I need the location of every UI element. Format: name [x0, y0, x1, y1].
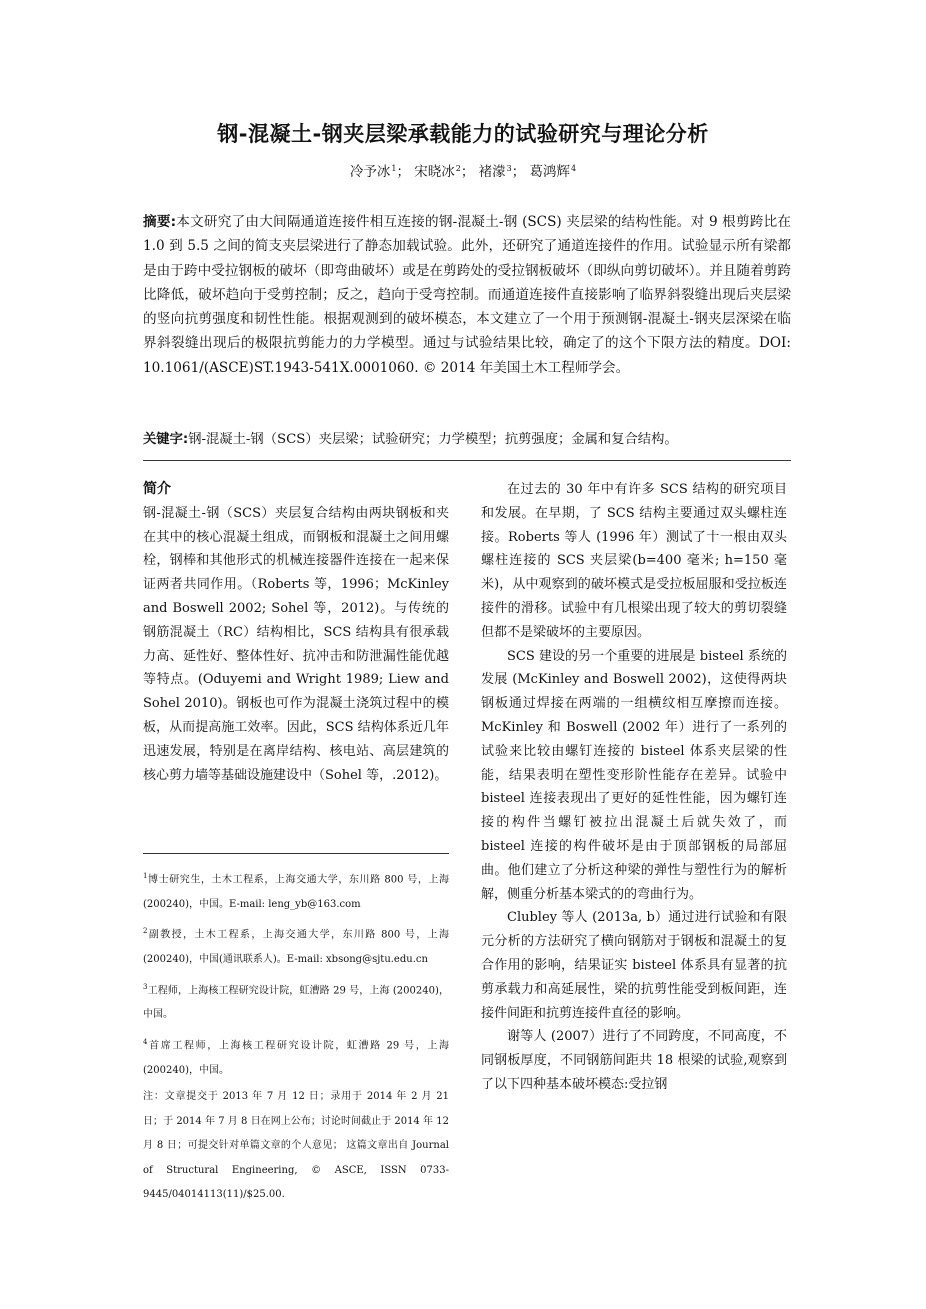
footnote-mark: 1 [143, 872, 148, 880]
footnote-text: 博士研究生，土木工程系，上海交通大学，东川路 800 号，上海 (200240)，中国。E-mail: leng_yb@163.com [143, 874, 449, 910]
footnote [143, 864, 449, 917]
footnote-text: 工程师，上海核工程研究设计院，虹漕路 29 号，上海 (200240)，中国。 [143, 984, 449, 1021]
author-name: 宋晓冰 [414, 164, 455, 180]
author-list [0, 160, 926, 180]
body-paragraph: 在过去的 30 年中有许多 SCS 结构的研究项目和发展。在早期，了 SCS 结构主要通过双头螺柱连接。Roberts 等人 (1996 年）测试了十一根由双头螺柱连接的 SCS 夹层梁(b=400 毫米; h=150 毫米)，从中观察到的破坏模式是受拉板屈服和受拉板连接件的滑移。试验中有几根梁出现了较大的剪切裂缝但都不是梁破坏的主要原因。 [481, 482, 787, 640]
left-column [143, 478, 449, 787]
submission-note: 注：文章提交于 2013 年 7 月 12 日；录用于 2014 年 2 月 21 日；于 2014 年 7 月 8 日在网上公布；讨论时间截止于 2014 年 12 月 8 日；可提交针对单篇文章的个人意见； 这篇文章出自 Journal of Structural Engineering, © ASCE, ISSN 0733-9445/04014113(11)/$25.00. [143, 1091, 449, 1201]
section-divider [143, 460, 791, 461]
abstract-label: 摘要: [143, 214, 177, 230]
footnote [143, 1030, 449, 1083]
author-name: 葛鸿辉 [529, 164, 571, 180]
abstract-text: 本文研究了由大间隔通道连接件相互连接的钢-混凝土-钢 (SCS) 夹层梁的结构性能。对 9 根剪跨比在 1.0 到 5.5 之间的简支夹层梁进行了静态加载试验。此外，还研究了通道连接件的作用。试验显示所有梁都是由于跨中受拉钢板的破坏（即弯曲破坏）或是在剪跨处的受拉钢板破坏（即纵向剪切破坏）。并且随着剪跨比降低，破坏趋向于受剪控制；反之，趋向于受弯控制。而通道连接件直接影响了临界斜裂缝出现后夹层梁的竖向抗剪强度和韧性性能。根据观测到的破坏模态，本文建立了一个用于预测钢-混凝土-钢夹层深梁在临界斜裂缝出现后的极限抗剪能力的力学模型。通过与试验结果比较，确定了的这个下限方法的精度。DOI: 10.1061/(ASCE)ST.1943-541X.0001060. © 2014 年美国土木工程师学会。 [143, 214, 792, 376]
right-column [481, 478, 787, 1097]
author-affil-mark: 4 [571, 163, 577, 173]
footnotes [143, 864, 449, 1210]
author-separator: ； [511, 164, 526, 180]
keywords [143, 428, 791, 452]
keywords-label: 关键字: [143, 432, 189, 447]
footnote-mark: 2 [143, 927, 148, 936]
footnote-divider [143, 853, 449, 854]
author-affil-mark: 3 [506, 163, 512, 173]
body-paragraph: SCS 建设的另一个重要的进展是 bisteel 系统的发展 (McKinley and Boswell 2002)，这使得两块钢板通过焊接在两端的一组横纹相互摩擦而连接。McKinley 和 Boswell (2002 年）进行了一系列的试验来比较由螺钉连接的 bisteel 体系夹层梁的性能，结果表明在塑性变形阶性能存在差异。试验中 bisteel 连接表现出了更好的延性性能，因为螺钉连接的构件当螺钉被拉出混凝土后就失效了，而 bisteel 连接的构件破坏是由于顶部钢板的局部屈曲。他们建立了分析这种梁的弹性与塑性行为的解析解，侧重分析基本梁式的的弯曲行为。 [481, 648, 787, 902]
intro-heading: 简介 [143, 481, 171, 497]
footnote [143, 975, 449, 1028]
author-separator: ； [460, 164, 475, 180]
author-affil-mark: 2 [455, 163, 461, 173]
footnote-text: 首席工程师，上海核工程研究设计院，虹漕路 29 号，上海 (200240)，中国。 [143, 1040, 449, 1076]
footnote-mark: 4 [143, 1037, 148, 1046]
footnote-text: 副教授，土木工程系，上海交通大学，东川路 800 号，上海 (200240)，中国(通讯联系人)。E-mail: xbsong@sjtu.edu.cn [143, 929, 449, 966]
footnote-mark: 3 [143, 982, 148, 991]
author-affil-mark: 1 [391, 163, 397, 173]
abstract [143, 210, 791, 380]
body-paragraph: 钢-混凝土-钢（SCS）夹层复合结构由两块钢板和夹在其中的核心混凝土组成，而钢板和混凝土之间用螺栓，钢棒和其他形式的机械连接器件连接在一起来保证两者共同作用。（Roberts 等，1996；McKinley and Boswell 2002; Sohel 等，2012)。与传统的钢筋混凝土（RC）结构相比，SCS 结构具有很承载力高、延性好、整体性好、抗冲击和防泄漏性能优越等特点。(Oduyemi and Wright 1989; Liew and Sohel 2010)。钢板也可作为混凝土浇筑过程中的模板，从而提高施工效率。因此，SCS 结构体系近几年迅速发展，特别是在离岸结构、核电站、高层建筑的核心剪力墙等基础设施建设中（Sohel 等，.2012)。 [143, 505, 449, 783]
footnote [143, 919, 449, 972]
keywords-text: 钢-混凝土-钢（SCS）夹层梁；试验研究；力学模型；抗剪强度；金属和复合结构。 [188, 432, 678, 447]
author-name: 褚濛 [478, 164, 506, 180]
paper-title: 钢-混凝土-钢夹层梁承载能力的试验研究与理论分析 [217, 122, 709, 146]
author-separator: ； [396, 164, 410, 180]
body-paragraph: 谢等人 (2007）进行了不同跨度，不同高度，不同钢板厚度，不同钢筋间距共 18 根梁的试验,观察到了以下四种基本破坏模态:受拉钢 [481, 1029, 787, 1092]
body-paragraph: Clubley 等人 (2013a, b）通过进行试验和有限元分析的方法研究了横向钢筋对于钢板和混凝土的复合作用的影响，结果证实 bisteel 体系具有显著的抗剪承载力和高延展性，梁的抗剪性能受到板间距，连接件间距和抗剪连接件直径的影响。 [481, 910, 787, 1021]
author-name: 冷予冰 [349, 164, 391, 180]
